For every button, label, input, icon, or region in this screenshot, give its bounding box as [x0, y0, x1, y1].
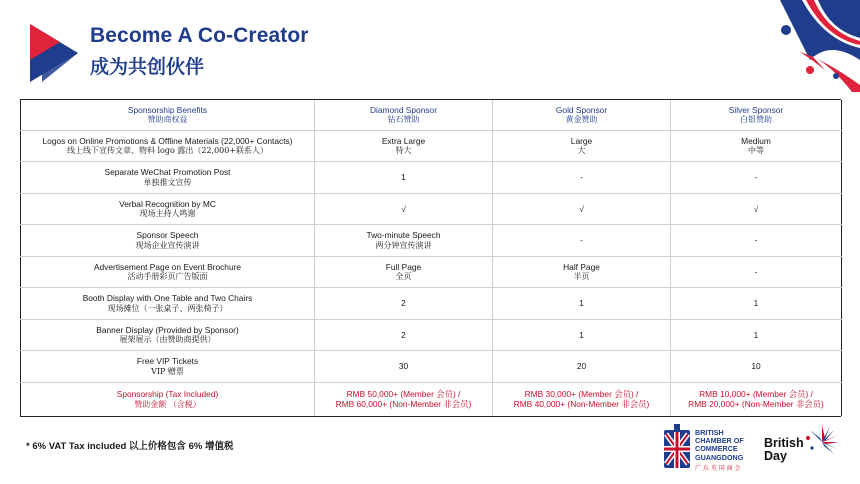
gold-cell: - — [493, 225, 671, 257]
gold-cell: Half Page 半页 — [493, 256, 671, 288]
table-header-row — [21, 100, 842, 130]
silver-cell: 1 — [671, 319, 842, 351]
silver-cell: 10 — [671, 351, 842, 383]
header-benefits: Sponsorship Benefits 赞助商权益 — [21, 100, 315, 130]
union-jack-decoration-icon — [740, 0, 860, 92]
table-row — [21, 130, 842, 162]
diamond-cell: √ — [315, 193, 493, 225]
diamond-cell: 1 — [315, 162, 493, 194]
diamond-cell: Extra Large 特大 — [315, 130, 493, 162]
gold-cell: 1 — [493, 319, 671, 351]
benefit-label: Advertisement Page on Event Brochure 活动手册彩页广告版面 — [21, 256, 315, 288]
benefit-label: Booth Display with One Table and Two Chairs 现场摊位（一张桌子、两张椅子） — [21, 288, 315, 320]
british-day-wordmark — [764, 437, 804, 463]
bccg-name — [695, 429, 744, 462]
starburst-icon — [804, 424, 840, 460]
bccg-name-line: BRITISH — [695, 428, 724, 437]
gold-cell: √ — [493, 193, 671, 225]
table-row — [21, 225, 842, 257]
diamond-cell: 30 — [315, 351, 493, 383]
benefit-label: Separate WeChat Promotion Post 单独推文宣传 — [21, 162, 315, 194]
bccg-chinese-name: 广 东 英 国 商 会 — [695, 465, 741, 472]
brand-triangle-icon — [30, 24, 78, 82]
silver-cell: - — [671, 225, 842, 257]
silver-cell: Medium 中等 — [671, 130, 842, 162]
gold-cell: 1 — [493, 288, 671, 320]
table-row — [21, 319, 842, 351]
bccg-name-line: CHAMBER OF — [695, 436, 744, 446]
silver-cell: √ — [671, 193, 842, 225]
diamond-cell: 2 — [315, 288, 493, 320]
table-row-total — [21, 382, 842, 416]
table-row — [21, 162, 842, 194]
header-gold: Gold Sponsor 黄金赞助 — [493, 100, 671, 130]
benefit-label: Logos on Online Promotions & Offline Materials (22,000+ Contacts) 线上线下宣传文章、物料 logo 露出（22,000+联系人） — [21, 130, 315, 162]
bccg-emblem-icon — [662, 424, 692, 472]
gold-price: RMB 30,000+ (Member 会员) / RMB 40,000+ (Non-Member 非会员) — [493, 382, 671, 416]
page-title: Become A Co-Creator — [90, 24, 309, 47]
sponsorship-table — [20, 99, 841, 417]
benefit-label: Free VIP Tickets VIP 赠票 — [21, 351, 315, 383]
table-row — [21, 193, 842, 225]
bccg-logo — [662, 424, 754, 476]
benefit-label: Sponsor Speech 现场企业宣传演讲 — [21, 225, 315, 257]
silver-price: RMB 10,000+ (Member 会员) / RMB 20,000+ (Non-Member 非会员) — [671, 382, 842, 416]
silver-cell: 1 — [671, 288, 842, 320]
benefit-label: Verbal Recognition by MC 现场主持人鸣谢 — [21, 193, 315, 225]
silver-cell: - — [671, 256, 842, 288]
diamond-cell: Two-minute Speech 两分钟宣传演讲 — [315, 225, 493, 257]
diamond-cell: Full Page 全页 — [315, 256, 493, 288]
gold-cell: - — [493, 162, 671, 194]
british-day-logo — [760, 422, 842, 478]
benefit-label: Banner Display (Provided by Sponsor) 展架展示（由赞助商提供） — [21, 319, 315, 351]
tax-footnote: * 6% VAT Tax included 以上价格包含 6% 增值税 — [26, 441, 234, 452]
british-day-line: British — [764, 436, 804, 450]
total-label: Sponsorship (Tax Included) 赞助金额 （含税） — [21, 382, 315, 416]
page-subtitle: 成为共创伙伴 — [90, 56, 205, 78]
silver-cell: - — [671, 162, 842, 194]
british-day-line: Day — [764, 449, 787, 463]
diamond-cell: 2 — [315, 319, 493, 351]
header-diamond: Diamond Sponsor 钻石赞助 — [315, 100, 493, 130]
gold-cell: 20 — [493, 351, 671, 383]
bccg-name-line: GUANGDONG — [695, 452, 744, 462]
diamond-price: RMB 50,000+ (Member 会员) / RMB 60,000+ (Non-Member 非会员) — [315, 382, 493, 416]
table-row — [21, 256, 842, 288]
bccg-name-line: COMMERCE — [695, 444, 738, 454]
gold-cell: Large 大 — [493, 130, 671, 162]
table-row — [21, 288, 842, 320]
table-row — [21, 351, 842, 383]
header-silver: Silver Sponsor 白银赞助 — [671, 100, 842, 130]
